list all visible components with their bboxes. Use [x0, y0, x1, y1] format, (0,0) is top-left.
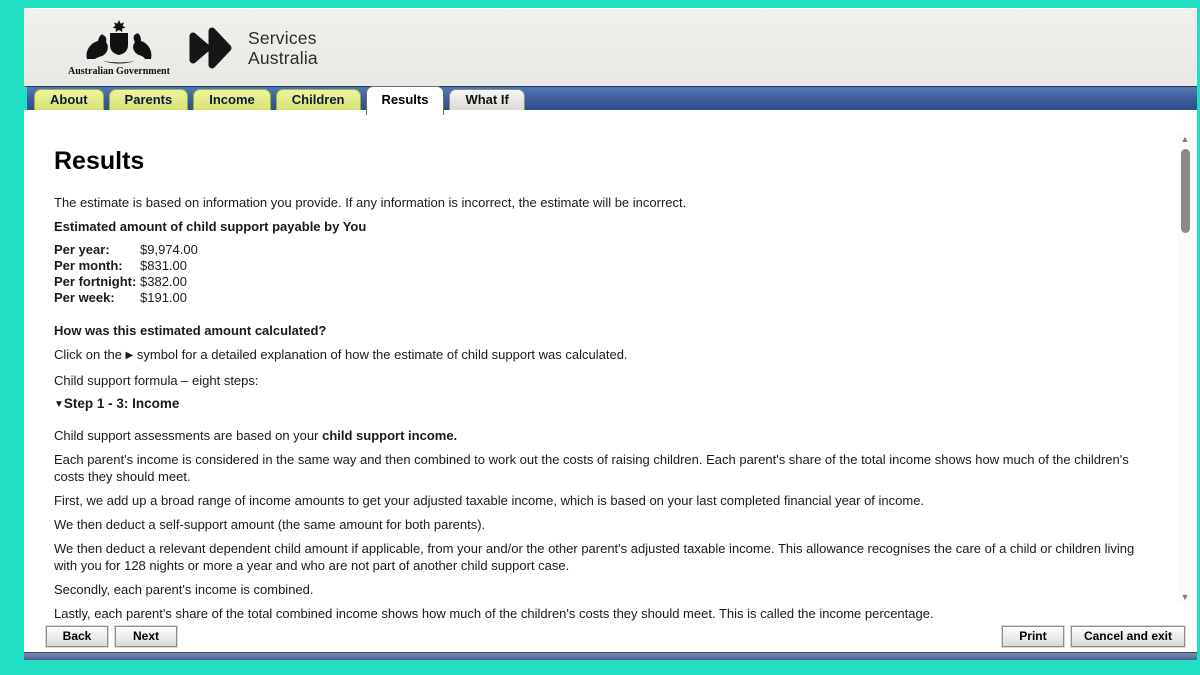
expand-arrow-icon: ▶ — [125, 350, 134, 361]
payable-amounts-table — [54, 242, 1137, 306]
scroll-up-icon[interactable]: ▲ — [1180, 134, 1190, 144]
coat-of-arms-icon — [77, 19, 161, 65]
services-australia-logo — [188, 23, 318, 73]
paragraph: We then deduct a relevant dependent child amount if applicable, from your and/or the other parent's adjusted taxable income. This allowance recognises the care of a child or children living with you for 128 nights or more a year and who are not part of another child support case. — [54, 541, 1135, 573]
next-button[interactable]: Next — [115, 626, 177, 647]
tab-children[interactable]: Children — [276, 89, 361, 110]
amount-label: Per year: — [54, 242, 110, 257]
amount-value: $9,974.00 — [140, 242, 198, 257]
tab-parents[interactable]: Parents — [109, 89, 189, 110]
scroll-down-icon[interactable]: ▼ — [1180, 592, 1190, 602]
calculation-heading: How was this estimated amount calculated? — [54, 323, 327, 338]
amount-value: $382.00 — [140, 274, 187, 289]
services-australia-chevrons-icon — [188, 23, 236, 73]
paragraph: We then deduct a self-support amount (the same amount for both parents). — [54, 517, 486, 532]
results-scroll-area — [24, 110, 1177, 621]
vertical-scrollbar[interactable] — [1178, 134, 1192, 602]
print-button[interactable]: Print — [1002, 626, 1064, 647]
table-row — [54, 242, 1137, 258]
crest-caption: Australian Government — [68, 65, 170, 77]
amount-label: Per month: — [54, 258, 123, 273]
tab-results[interactable]: Results — [366, 86, 445, 115]
paragraph: Child support assessments are based on your child support income. — [54, 428, 458, 443]
collapse-arrow-icon: ▼ — [54, 399, 64, 410]
table-row — [54, 290, 1137, 306]
formula-line: Child support formula – eight steps: — [54, 373, 259, 388]
step-1-3-income-expander[interactable]: ▼Step 1 - 3: Income — [54, 396, 180, 411]
scrollbar-thumb[interactable] — [1181, 149, 1190, 233]
footer-button-row — [24, 625, 1197, 647]
page-title: Results — [54, 147, 145, 175]
tab-about[interactable]: About — [34, 89, 104, 110]
main-content — [24, 110, 1197, 652]
services-australia-wordmark: Services Australia — [247, 27, 318, 68]
table-row — [54, 274, 1137, 290]
tab-bar — [24, 86, 1197, 110]
amount-label: Per fortnight: — [54, 274, 137, 289]
paragraph: First, we add up a broad range of income amounts to get your adjusted taxable income, which is based on your last completed financial year of income. — [54, 493, 925, 508]
app-window — [24, 8, 1197, 660]
paragraph: Each parent's income is considered in the same way and then combined to work out the costs of raising children. Each parent's share of the total income shows how much of the children's costs they should meet. — [54, 452, 1129, 484]
table-row — [54, 258, 1137, 274]
amount-label: Per week: — [54, 290, 115, 305]
estimate-heading: Estimated amount of child support payable by You — [54, 219, 367, 234]
bottom-accent-bar — [24, 652, 1197, 660]
back-button[interactable]: Back — [46, 626, 108, 647]
amount-value: $831.00 — [140, 258, 187, 273]
paragraph: Lastly, each parent's share of the total combined income shows how much of the children's costs they should meet. This is called the income percentage. — [54, 606, 934, 621]
expand-instruction: Click on the ▶ symbol for a detailed explanation of how the estimate of child support was calculated. — [54, 347, 628, 362]
tab-income[interactable]: Income — [193, 89, 271, 110]
header — [24, 8, 1197, 86]
australian-government-crest — [68, 19, 170, 77]
cancel-and-exit-button[interactable]: Cancel and exit — [1071, 626, 1185, 647]
estimate-disclaimer: The estimate is based on information you provide. If any information is incorrect, the estimate will be incorrect. — [54, 195, 687, 210]
paragraph: Secondly, each parent's income is combined. — [54, 582, 314, 597]
amount-value: $191.00 — [140, 290, 187, 305]
tab-what-if[interactable]: What If — [449, 89, 524, 110]
